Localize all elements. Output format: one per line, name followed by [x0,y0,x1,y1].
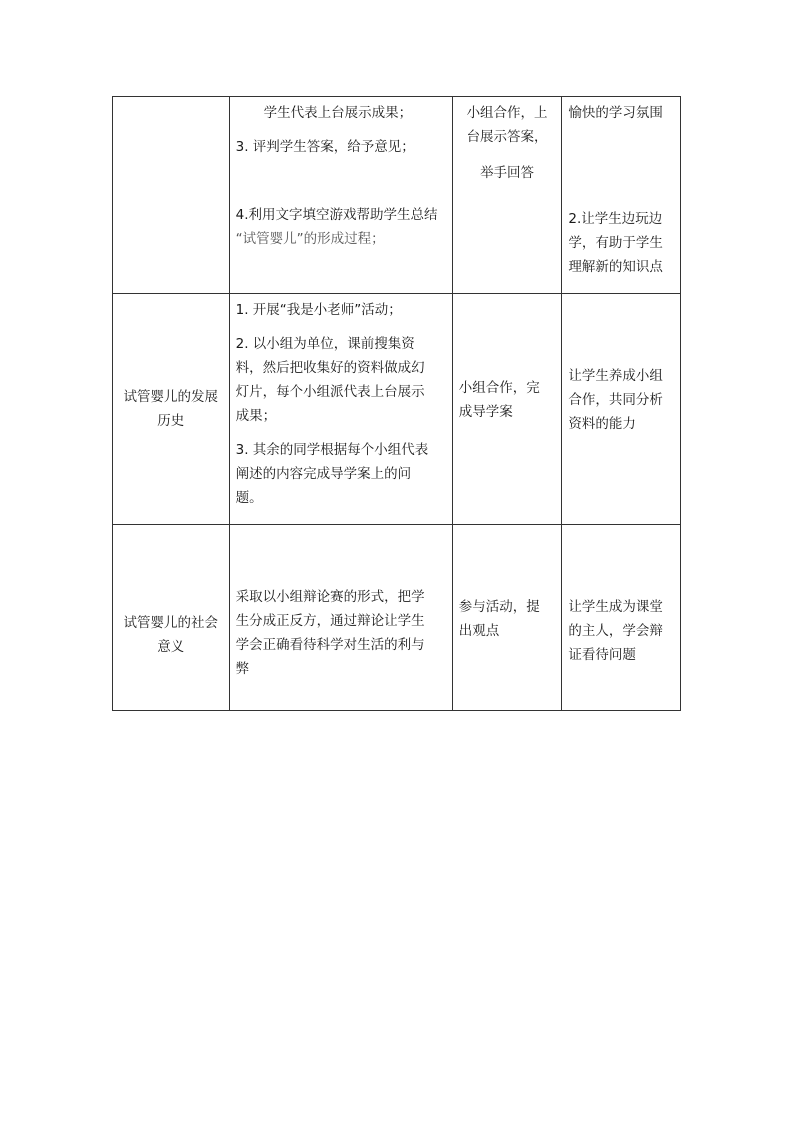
student-line: 台展示答案， [466,129,548,145]
process-line: 2. 以小组为单位，课前搜集资 [235,336,415,352]
topic-cell [113,525,230,711]
intent-cell [562,525,681,711]
table-row [113,97,681,294]
student-activity-cell [452,97,562,294]
lesson-plan-table [112,96,681,711]
process-line: “试管婴儿”的形成过程； [235,231,385,247]
process-cell [229,294,452,525]
process-line: 弊 [235,660,250,677]
process-line: 题。 [235,490,263,506]
intent-line: 理解新的知识点 [568,259,663,275]
process-line: 采取以小组辩论赛的形式，把学 [235,588,425,605]
process-line: 阐述的内容完成导学案上的问 [235,466,412,482]
table-row [113,525,681,711]
process-line: 料，然后把收集好的资料做成幻 [235,360,425,376]
table-row [113,294,681,525]
student-activity-cell [452,294,562,525]
student-line: 参与活动，提 [458,598,540,615]
intent-line: 愉快的学习氛围 [568,105,663,121]
student-line: 举手回答 [480,165,535,181]
process-line: 灯片，每个小组派代表上台展示 [235,384,425,400]
intent-line: 的主人，学会辩 [568,622,663,639]
topic-line: 历史 [157,413,185,429]
process-line: 3. 评判学生答案，给予意见； [235,139,415,155]
intent-cell [562,97,681,294]
intent-line: 让学生成为课堂 [568,598,663,615]
student-line: 成导学案 [458,404,513,420]
process-line: 成果； [235,408,277,424]
intent-cell [562,294,681,525]
process-line: 生分成正反方，通过辩论让学生 [235,612,425,629]
student-line: 小组合作，完 [458,380,540,396]
intent-line: 让学生养成小组 [568,368,663,384]
intent-line: 2.让学生边玩边 [568,211,663,227]
topic-line: 意义 [157,638,185,655]
topic-cell [113,97,230,294]
student-line: 出观点 [458,622,500,639]
intent-line: 资料的能力 [568,416,636,432]
topic-line: 试管婴儿的发展 [123,389,219,405]
student-line: 小组合作，上 [466,105,548,121]
process-line: 学生代表上台展示成果； [263,105,413,121]
process-line: 3. 其余的同学根据每个小组代表 [235,442,429,458]
process-cell [229,525,452,711]
student-activity-cell [452,525,562,711]
process-cell [229,97,452,294]
topic-line: 试管婴儿的社会 [123,614,219,631]
intent-line: 学，有助于学生 [568,235,663,251]
intent-line: 证看待问题 [568,646,636,663]
process-line: 4.利用文字填空游戏帮助学生总结 [235,207,438,223]
process-line: 1. 开展“我是小老师”活动； [235,302,402,318]
process-line: 学会正确看待科学对生活的利与 [235,636,425,653]
topic-cell [113,294,230,525]
intent-line: 合作，共同分析 [568,392,663,408]
